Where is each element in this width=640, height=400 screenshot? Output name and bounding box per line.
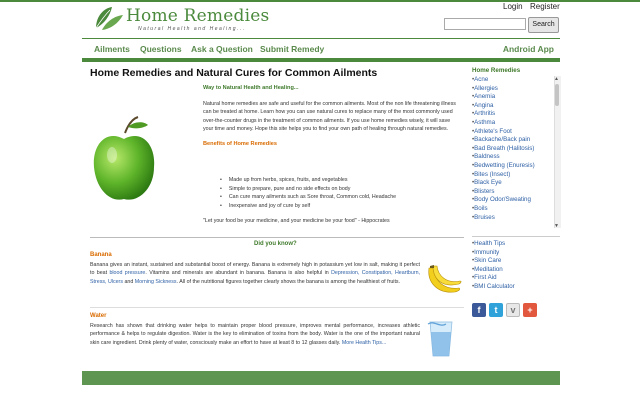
nav-android-app[interactable]: Android App [502, 44, 554, 54]
main-nav [82, 38, 560, 59]
bookmark-icon[interactable]: v [506, 303, 520, 317]
intro-section [203, 84, 461, 148]
search-button[interactable]: Search [528, 17, 559, 33]
sidebar-item-health-tips[interactable]: • Health Tips [472, 240, 560, 249]
site-logo[interactable] [92, 6, 270, 36]
sidebar-item-body-odor[interactable]: • Body Odor/Sweating [472, 196, 552, 205]
list-item: • Can cure many ailments such as Sore throat, Common cold, Headache [220, 193, 396, 202]
sidebar-item-asthma[interactable]: • Asthma [472, 119, 552, 128]
logo-tagline: Natural Health and Healing... [138, 26, 246, 32]
water-glass-image [426, 320, 456, 358]
login-link[interactable]: Login [503, 2, 523, 11]
list-item: • Inexpensive and joy of cure by self [220, 202, 396, 211]
sidebar-item-arthritis[interactable]: • Arthritis [472, 110, 552, 119]
nav-questions[interactable]: Questions [140, 44, 182, 54]
list-item: • Made up from herbs, spices, fruits, and vegetables [220, 176, 396, 185]
fact-divider [90, 307, 464, 308]
fact-body-water: Research has shown that drinking water helps to maintain proper blood pressure, improves mental performance, increases athletic performance & helps to regulate digestion. Water is the key to elimination of toxins from the body. Water is the one of the important natural skin care ingredient. Drink plenty of water, consciously make an effort to have at least 8 to 12 glasses daily. More Health Tips... [90, 323, 420, 346]
green-apple-image [92, 115, 156, 203]
sidebar-item-athletes-foot[interactable]: • Athlete's Foot [472, 128, 552, 137]
did-you-know-title: Did you know? [254, 241, 297, 247]
sidebar-item-bad-breath[interactable]: • Bad Breath (Halitosis) [472, 145, 552, 154]
way-title: Way to Natural Health and Healing... [203, 85, 299, 91]
banana-image [425, 262, 463, 298]
sidebar-item-bedwetting[interactable]: • Bedwetting (Enuresis) [472, 162, 552, 171]
nav-submit-remedy[interactable]: Submit Remedy [260, 44, 325, 54]
sidebar-item-black-eye[interactable]: • Black Eye [472, 179, 552, 188]
fact-title-banana: Banana [90, 252, 112, 258]
sidebar-divider [472, 236, 560, 237]
benefits-title: Benefits of Home Remedies [203, 141, 277, 148]
sidebar-item-anemia[interactable]: • Anemia [472, 93, 552, 102]
header [0, 2, 640, 38]
nav-ask-question[interactable]: Ask a Question [191, 44, 253, 54]
sidebar-item-skin-care[interactable]: • Skin Care [472, 257, 560, 266]
scroll-down-icon[interactable]: ▼ [554, 223, 559, 229]
sidebar-item-angina[interactable]: • Angina [472, 102, 552, 111]
google-plus-icon[interactable]: + [523, 303, 537, 317]
sidebar-item-backache[interactable]: • Backache/Back pain [472, 136, 552, 145]
search-input[interactable] [444, 18, 526, 30]
ailment-links[interactable]: Depression, Constipation, Heartburn, Stress, Ulcers [90, 270, 420, 285]
sidebar-item-boils[interactable]: • Boils [472, 205, 552, 214]
sidebar-links [472, 240, 560, 292]
sidebar-item-bruises[interactable]: • Bruises [472, 214, 552, 223]
nav-ailments[interactable]: Ailments [94, 44, 130, 54]
scrollbar-thumb[interactable] [555, 84, 559, 106]
leaf-logo-icon [92, 6, 124, 32]
more-health-tips-link[interactable]: More Health Tips... [341, 339, 387, 346]
footer-bar [82, 371, 560, 385]
sidebar-item-bites[interactable]: • Bites (Insect) [472, 171, 552, 180]
list-item: • Simple to prepare, pure and no side effects on body [220, 185, 396, 194]
intro-text: Natural home remedies are safe and useful for the common ailments. Most of the non life threatening illness can be treated at home. Learn how you can use natural cures to replace many of the most commonly used over-the-counter drugs in the treatment of common ailments. If you use home remedies wisely, it will save your time and money. Hope this site helps you to find your own path of healing through natural remedies. [203, 101, 456, 132]
facebook-icon[interactable]: f [472, 303, 486, 317]
section-divider [90, 237, 464, 238]
register-link[interactable]: Register [530, 2, 560, 11]
blood-pressure-link[interactable]: blood pressure [109, 270, 146, 277]
sidebar-item-immunity[interactable]: • Immunity [472, 249, 560, 258]
hippocrates-quote: "Let your food be your medicine, and your medicine be your food" - Hippocrates [203, 218, 390, 224]
sidebar-item-blisters[interactable]: • Blisters [472, 188, 552, 197]
logo-title: Home Remedies [126, 6, 270, 26]
sidebar-item-acne[interactable]: • Acne [472, 76, 552, 85]
remedies-list [472, 76, 552, 228]
twitter-icon[interactable]: t [489, 303, 503, 317]
sidebar-item-bmi-calculator[interactable]: • BMI Calculator [472, 283, 560, 292]
sidebar-item-baldness[interactable]: • Baldness [472, 153, 552, 162]
benefits-list [220, 176, 396, 210]
sidebar-item-first-aid[interactable]: • First Aid [472, 274, 560, 283]
page-title: Home Remedies and Natural Cures for Common Ailments [90, 67, 378, 79]
sidebar-item-meditation[interactable]: • Meditation [472, 266, 560, 275]
morning-sickness-link[interactable]: Morning Sickness [134, 278, 177, 285]
sidebar-heading[interactable]: Home Remedies [472, 67, 521, 74]
fact-body-banana: Banana gives an instant, sustained and substantial boost of energy. Banana is extremely high in potassium yet low in salt, making it perfect to beat blood pressure. Vitamins and minerals are abundant in banana. Banana is also helpful in Depression, Constipation, Heartburn, Stress, Ulcers and Morning Sickness. All of the nutritional figures together clearly shows the banana is among the healthiest of fruits. [90, 262, 420, 285]
scroll-up-icon[interactable]: ▲ [554, 76, 559, 82]
sidebar-item-allergies[interactable]: • Allergies [472, 85, 552, 94]
nav-divider [82, 58, 560, 62]
fact-title-water: Water [90, 313, 107, 319]
